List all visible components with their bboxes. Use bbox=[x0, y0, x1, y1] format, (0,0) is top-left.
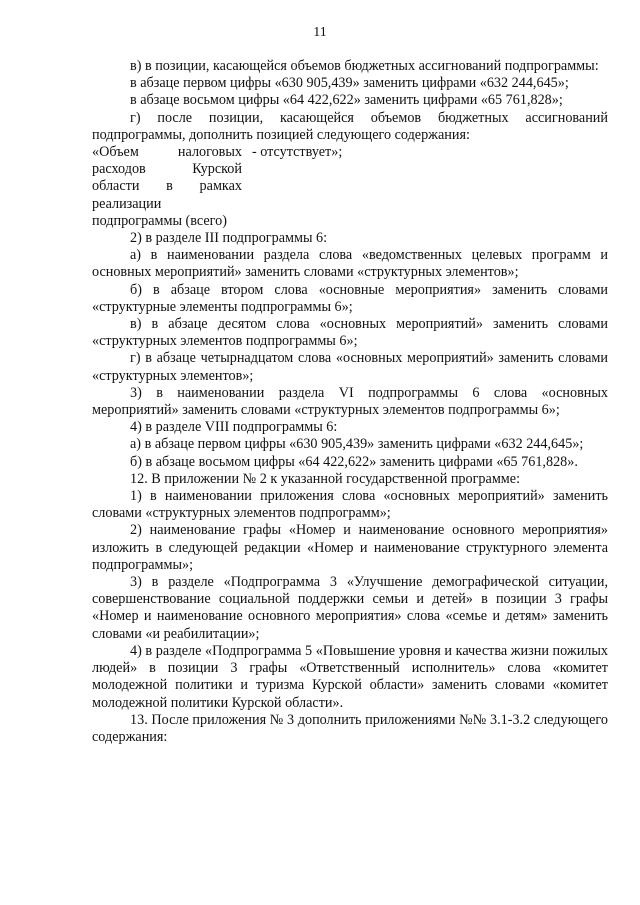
inserted-position bbox=[92, 144, 608, 230]
paragraph: 3) в разделе «Подпрограмма 3 «Улучшение демографической ситуации, совершенствование социальной поддержки семьи и детей» в позиции 3 графы «Номер и наименование основного мероприятия» слова «семье и детям» заменить словами «и реабилитации»; bbox=[92, 574, 608, 642]
paragraph: 12. В приложении № 2 к указанной государственной программе: bbox=[130, 470, 521, 487]
page-number: 11 bbox=[313, 25, 327, 40]
paragraph: 1) в наименовании приложения слова «основных мероприятий» заменить словами «структурных элементов подпрограмм»; bbox=[92, 488, 608, 522]
label-line: «Объем налоговых bbox=[92, 144, 242, 161]
paragraph: в) в позиции, касающейся объемов бюджетных ассигнований подпрограммы: bbox=[130, 58, 599, 74]
label-line: реализации bbox=[92, 195, 162, 212]
paragraph: г) в абзаце четырнадцатом слова «основных мероприятий» заменить словами «структурных элементов»; bbox=[92, 350, 608, 384]
paragraph: б) в абзаце восьмом цифры «64 422,622» заменить цифрами «65 761,828». bbox=[130, 453, 578, 470]
paragraph: в) в абзаце десятом слова «основных мероприятий» заменить словами «структурных элементов подпрограммы 6»; bbox=[92, 316, 608, 350]
paragraph: 13. После приложения № 3 дополнить приложениями №№ 3.1-3.2 следующего содержания: bbox=[92, 711, 608, 745]
document-body bbox=[92, 58, 608, 746]
paragraph: а) в наименовании раздела слова «ведомственных целевых программ и основных мероприятий» заменить словами «структурных элементов»; bbox=[92, 247, 608, 281]
inserted-position-label bbox=[92, 144, 242, 230]
label-line: подпрограммы (всего) bbox=[92, 212, 227, 229]
paragraph: 4) в разделе «Подпрограмма 5 «Повышение уровня и качества жизни пожилых людей» в позиции 3 графы «Ответственный исполнитель» слова «комитет молодежной политики и туризма Курской области» заменить словами «комитет молодежной политики Курской области». bbox=[92, 642, 608, 711]
paragraph: 4) в разделе VIII подпрограммы 6: bbox=[130, 419, 338, 436]
paragraph: в абзаце первом цифры «630 905,439» заменить цифрами «632 244,645»; bbox=[130, 75, 569, 92]
inserted-position-value: - отсутствует»; bbox=[252, 144, 343, 161]
paragraph: б) в абзаце втором слова «основные мероприятия» заменить словами «структурные элементы подпрограммы 6»; bbox=[92, 281, 608, 315]
paragraph: 3) в наименовании раздела VI подпрограммы 6 слова «основных мероприятий» заменить словами «структурных элементов подпрограммы 6»; bbox=[92, 384, 608, 419]
paragraph: 2) наименование графы «Номер и наименование основного мероприятия» изложить в следующей редакции «Номер и наименование структурного элемента подпрограммы»; bbox=[92, 522, 608, 573]
paragraph: г) после позиции, касающейся объемов бюджетных ассигнований подпрограммы, дополнить позицией следующего содержания: bbox=[92, 109, 608, 143]
paragraph: 2) в разделе III подпрограммы 6: bbox=[130, 230, 328, 247]
paragraph: в абзаце восьмом цифры «64 422,622» заменить цифрами «65 761,828»; bbox=[130, 92, 563, 109]
label-line: области в рамках bbox=[92, 178, 242, 195]
label-line: расходов Курской bbox=[92, 161, 242, 178]
paragraph: а) в абзаце первом цифры «630 905,439» заменить цифрами «632 244,645»; bbox=[130, 436, 584, 453]
